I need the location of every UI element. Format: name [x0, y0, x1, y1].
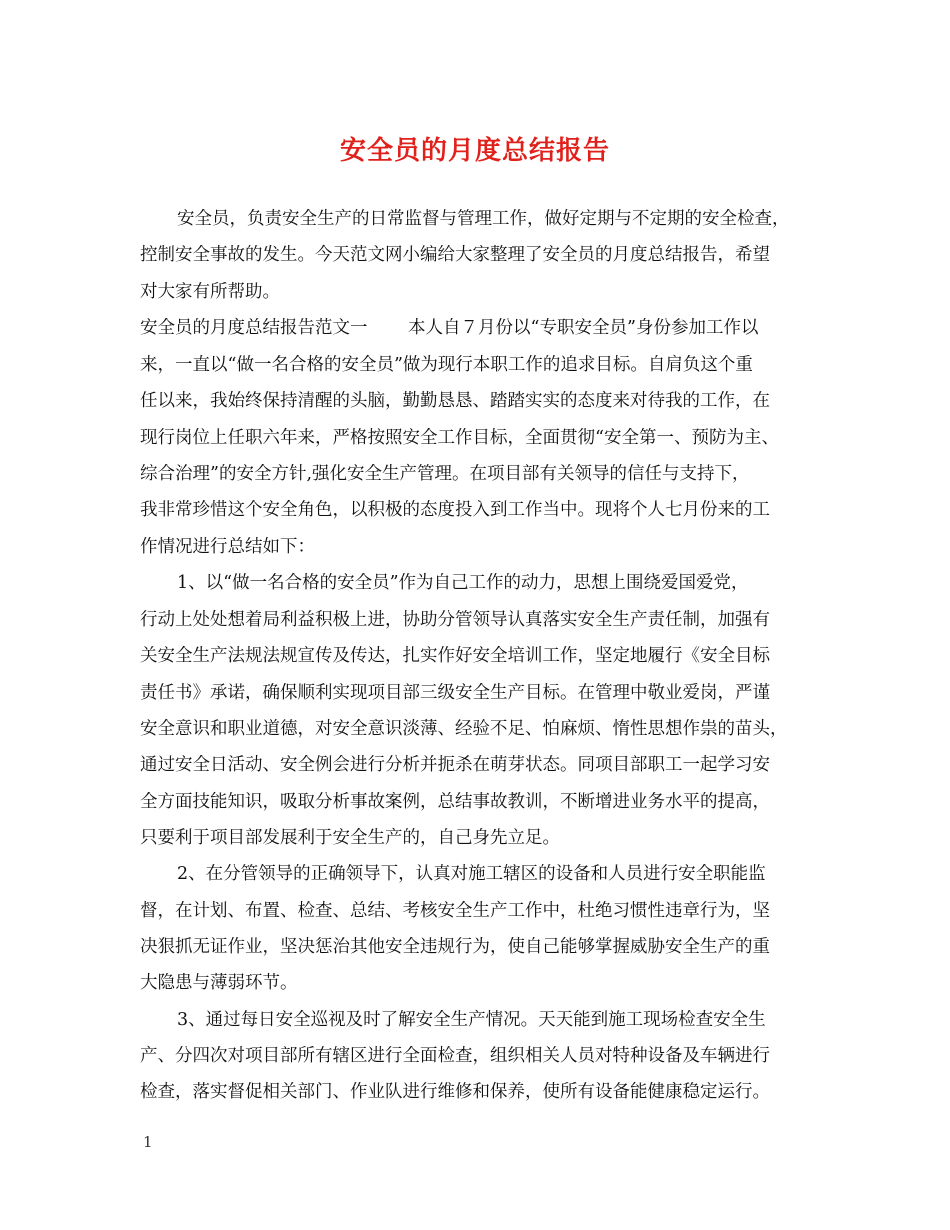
text-line: 关安全生产法规法规宣传及传达，扎实作好安全培训工作，坚定地履行《安全目标: [140, 646, 770, 666]
text-line: 2、在分管领导的正确领导下，认真对施工辖区的设备和人员进行安全职能监: [177, 864, 766, 884]
text-line: 对大家有所帮助。: [140, 282, 280, 302]
text-line: 3、通过每日安全巡视及时了解安全生产情况。天天能到施工现场检查安全生: [177, 1010, 766, 1030]
text-line: 来，一直以“做一名合格的安全员”做为现行本职工作的追求目标。自肩负这个重: [140, 355, 753, 375]
text-line: 控制安全事故的发生。今天范文网小编给大家整理了安全员的月度总结报告，希望: [140, 245, 770, 265]
text-line: 督，在计划、布置、检查、总结、考核安全生产工作中，杜绝习惯性违章行为，坚: [140, 901, 770, 921]
text-line: 现行岗位上任职六年来，严格按照安全工作目标，全面贯彻“安全第一、预防为主、: [140, 428, 779, 448]
text-line: 产、分四次对项目部所有辖区进行全面检查，组织相关人员对特种设备及车辆进行: [140, 1046, 770, 1066]
text-line: 大隐患与薄弱环节。: [140, 973, 298, 993]
text-line: 行动上处处想着局利益积极上进，协助分管领导认真落实安全生产责任制，加强有: [140, 610, 770, 630]
text-line: 只要利于项目部发展利于安全生产的，自己身先立足。: [140, 828, 560, 848]
text-line: 通过安全日活动、安全例会进行分析并扼杀在萌芽状态。同项目部职工一起学习安: [140, 755, 770, 775]
text-line: 我非常珍惜这个安全角色，以积极的态度投入到工作当中。现将个人七月份来的工: [140, 500, 770, 520]
text-line: 安全员，负责安全生产的日常监督与管理工作，做好定期与不定期的安全检查，: [177, 209, 790, 229]
text-line: 任以来，我始终保持清醒的头脑，勤勤恳恳、踏踏实实的态度来对待我的工作，在: [140, 391, 770, 411]
text-line: 安全意识和职业道德，对安全意识淡薄、经验不足、怕麻烦、惰性思想作祟的苗头，: [140, 719, 788, 739]
text-line: 综合治理”的安全方针,强化安全生产管理。在项目部有关领导的信任与支持下，: [140, 464, 750, 484]
text-line: 决狠抓无证作业，坚决惩治其他安全违规行为，使自己能够掌握威胁安全生产的重: [140, 937, 770, 957]
text-line: 作情况进行总结如下：: [140, 537, 315, 557]
document-title: 安全员的月度总结报告: [339, 136, 610, 166]
text-line: 安全员的月度总结报告范文一 本人自７月份以“专职安全员”身份参加工作以: [140, 318, 759, 338]
text-line: 检查，落实督促相关部门、作业队进行维修和保养，使所有设备能健康稳定运行。: [140, 1082, 770, 1102]
text-line: 责任书》承诺，确保顺利实现项目部三级安全生产目标。在管理中敬业爱岗，严谨: [140, 683, 770, 703]
page-number: 1: [143, 1133, 153, 1151]
text-line: 全方面技能知识，吸取分析事故案例，总结事故教训，不断增进业务水平的提高，: [140, 792, 770, 812]
text-line: 1、以“做一名合格的安全员”作为自己工作的动力，思想上围绕爱国爱党，: [177, 573, 749, 593]
